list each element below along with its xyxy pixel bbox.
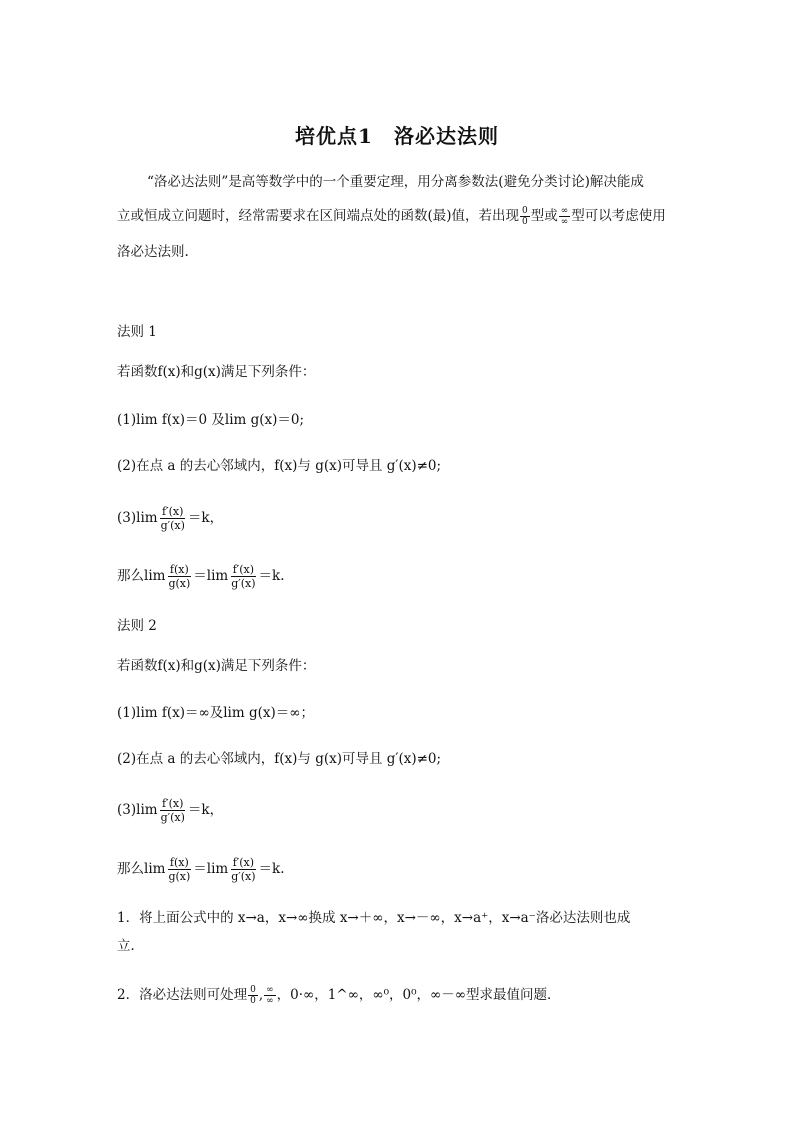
intro-text: 型可以考虑使用 [571, 208, 666, 224]
fraction-zero-over-zero: $\frac{0}{0}$ [250, 985, 256, 1006]
fraction-inf-over-inf: $\frac{\infty}{\infty}$ [266, 985, 274, 1006]
intro-text: 立或恒成立问题时，经常需要求在区间端点处的函数(最)值，若出现 [117, 208, 520, 224]
note-1-line-2: 立． [117, 938, 144, 954]
rule1-condition-1: (1)lim f(x)＝0 及lim g(x)＝0; [117, 412, 305, 428]
rule2-condition-3: (3)lim $\frac{f'(x)}{g'(x)}$ ＝k， [117, 797, 224, 824]
intro-line-1: “洛必达法则”是高等数学中的一个重要定理，用分离参数法(避免分类讨论)解决能成 [147, 174, 644, 190]
rule2-condition-intro: 若函数f(x)和g(x)满足下列条件： [117, 658, 316, 674]
fraction: $\frac{f(x)}{g(x)}$ [168, 856, 191, 883]
fraction: $\frac{f'(x)}{g'(x)}$ [160, 797, 185, 824]
fraction: $\frac{f(x)}{g(x)}$ [168, 563, 191, 590]
rule2-condition-1: (1)lim f(x)＝∞及lim g(x)＝∞； [117, 705, 315, 721]
page-title: 培优点1 洛必达法则 [295, 124, 499, 148]
rule1-condition-intro: 若函数f(x)和g(x)满足下列条件： [117, 364, 316, 380]
rule1-condition-3: (3)lim $\frac{f'(x)}{g'(x)}$ ＝k， [117, 505, 224, 532]
fraction: $\frac{f'(x)}{g'(x)}$ [160, 505, 185, 532]
rule1-conclusion: 那么lim $\frac{f(x)}{g(x)}$ ＝lim $\frac{f'(x)}{g'(x)}$ ＝k. [117, 563, 285, 590]
rule2-condition-2: (2)在点 a 的去心邻域内，f(x)与 g(x)可导且 g′(x)≠0; [117, 751, 442, 767]
fraction: $\frac{f'(x)}{g'(x)}$ [231, 856, 256, 883]
fraction-inf-over-inf: $\frac{\infty}{\infty}$ [560, 206, 569, 227]
rule1-heading: 法则 1 [117, 324, 157, 340]
rule2-heading: 法则 2 [117, 618, 157, 634]
rule2-conclusion: 那么lim $\frac{f(x)}{g(x)}$ ＝lim $\frac{f'(x)}{g'(x)}$ ＝k. [117, 856, 285, 883]
fraction: $\frac{f'(x)}{g'(x)}$ [231, 563, 256, 590]
intro-line-2 [117, 206, 666, 227]
intro-line-3: 洛必达法则. [117, 244, 189, 260]
note-1-line-1: 1．将上面公式中的 x→a，x→∞换成 x→＋∞，x→－∞，x→a⁺，x→a⁻洛必达法则也成 [117, 910, 631, 926]
note-2: 2．洛必达法则可处理 $\frac{0}{0}$ , $\frac{\infty}{\infty}$ ，0·∞，1^∞，∞⁰，0⁰，∞－∞型求最值问题． [117, 985, 561, 1006]
fraction-zero-over-zero: $\frac{0}{0}$ [522, 206, 528, 227]
intro-text: 型或 [530, 208, 558, 224]
rule1-condition-2: (2)在点 a 的去心邻域内，f(x)与 g(x)可导且 g′(x)≠0; [117, 458, 442, 474]
